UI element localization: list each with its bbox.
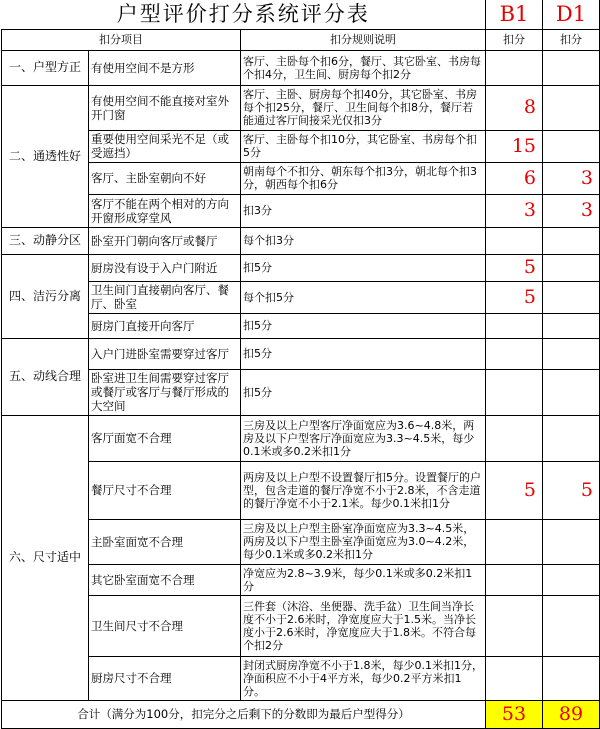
rule-text: 客厅、主卧每个扣6分，餐厅、其它卧室、书房每个扣4分，卫生间、厨房每个扣2分 <box>241 50 486 85</box>
score-table <box>1 0 600 729</box>
rule-text: 每个扣3分 <box>241 227 486 254</box>
score-d1 <box>543 254 600 281</box>
score-d1: 5 <box>543 461 600 519</box>
rule-text: 客厅、主卧、厨房每个扣40分，其它卧室、书房每个扣25分，餐厅、卫生间每个扣8分，餐厅若能通过客厅间接采光仅扣3分 <box>241 85 486 130</box>
total-label: 合计（满分为100分，扣完分之后剩下的分数即为最后户型得分） <box>2 700 486 728</box>
category-ventilation: 二、通透性好 <box>2 85 89 227</box>
rule-text: 扣5分 <box>241 369 486 415</box>
item-label: 卫生间尺寸不合理 <box>89 595 241 656</box>
item-label: 卫生间门直接朝向客厅、餐厅、卧室 <box>89 281 241 313</box>
item-label: 客厅面宽不合理 <box>89 415 241 461</box>
score-d1 <box>543 281 600 313</box>
rule-text: 扣3分 <box>241 194 486 227</box>
deduct-header-b1: 扣分 <box>486 29 543 50</box>
rule-text: 净宽应为2.8~3.9米，每少0.1米或多0.2米扣1分 <box>241 564 486 595</box>
rule-text: 朝南每个不扣分、朝东每个扣3分，朝北每个扣3分，朝西每个扣6分 <box>241 162 486 194</box>
category-zoning: 三、动静分区 <box>2 227 89 254</box>
rule-text: 扣5分 <box>241 254 486 281</box>
item-label: 有使用空间不是方形 <box>89 50 241 85</box>
category-clean-dirty: 四、洁污分离 <box>2 254 89 338</box>
score-d1 <box>543 130 600 162</box>
score-d1 <box>543 656 600 700</box>
score-d1 <box>543 369 600 415</box>
column-b1-label: B1 <box>486 0 543 29</box>
score-d1: 3 <box>543 162 600 194</box>
item-label: 入户门进卧室需要穿过客厅 <box>89 338 241 369</box>
rule-text: 每个扣5分 <box>241 281 486 313</box>
item-label: 厨房尺寸不合理 <box>89 656 241 700</box>
score-d1: 3 <box>543 194 600 227</box>
score-d1 <box>543 564 600 595</box>
score-b1 <box>486 415 543 461</box>
item-label: 客厅、主卧室朝向不好 <box>89 162 241 194</box>
score-b1: 5 <box>486 254 543 281</box>
item-label: 有使用空间不能直接对室外开门窗 <box>89 85 241 130</box>
rule-text: 三件套（沐浴、坐便器、洗手盆）卫生间当净长度不小于2.6米时，净宽度应大于1.5米。当净长度小于2.6米时，净宽度应大于1.8米。不符合每个扣2分 <box>241 595 486 656</box>
rule-text: 三房及以上户型主卧室净面宽应为3.3~4.5米，两房及以下户型主卧室净面宽应为3.0~4.2米，每少0.1米或多0.2米扣1分 <box>241 519 486 564</box>
score-b1: 3 <box>486 194 543 227</box>
total-score-b1: 53 <box>486 700 543 728</box>
score-b1: 8 <box>486 85 543 130</box>
score-b1 <box>486 656 543 700</box>
table-title: 户型评价打分系统评分表 <box>2 0 486 29</box>
score-d1 <box>543 338 600 369</box>
column-d1-label: D1 <box>543 0 600 29</box>
score-d1 <box>543 519 600 564</box>
score-d1 <box>543 595 600 656</box>
deduct-header-d1: 扣分 <box>543 29 600 50</box>
score-b1 <box>486 519 543 564</box>
score-b1 <box>486 369 543 415</box>
item-label: 厨房没有设于入户门附近 <box>89 254 241 281</box>
rule-text: 三房及以上户型客厅净面宽应为3.6~4.8米，两房及以下户型客厅净面宽应为3.3~4.5米，每少0.1米或多0.2米扣1分 <box>241 415 486 461</box>
item-label: 厨房门直接开向客厅 <box>89 313 241 338</box>
score-b1: 5 <box>486 281 543 313</box>
rule-text: 两房及以上户型不设置餐厅扣5分。设置餐厅的户型，包含走道的餐厅净宽不小于2.8米，不含走道的餐厅净宽不小于2.1米。每少0.1米扣1分 <box>241 461 486 519</box>
item-label: 重要使用空间采光不足（或受遮挡） <box>89 130 241 162</box>
item-label: 卧室进卫生间需要穿过客厅或餐厅或客厅与餐厅形成的大空间 <box>89 369 241 415</box>
item-label: 客厅不能在两个相对的方向开窗形成穿堂风 <box>89 194 241 227</box>
score-d1 <box>543 415 600 461</box>
rule-header: 扣分规则说明 <box>241 29 486 50</box>
category-dimensions: 六、尺寸适中 <box>2 415 89 700</box>
item-header: 扣分项目 <box>2 29 241 50</box>
score-b1 <box>486 227 543 254</box>
rule-text: 扣5分 <box>241 313 486 338</box>
total-score-d1: 89 <box>543 700 600 728</box>
category-circulation: 五、动线合理 <box>2 338 89 415</box>
score-b1 <box>486 313 543 338</box>
score-d1 <box>543 313 600 338</box>
score-b1: 6 <box>486 162 543 194</box>
item-label: 卧室开门朝向客厅或餐厅 <box>89 227 241 254</box>
score-b1 <box>486 595 543 656</box>
score-b1 <box>486 564 543 595</box>
score-d1 <box>543 50 600 85</box>
score-d1 <box>543 227 600 254</box>
category-square: 一、户型方正 <box>2 50 89 85</box>
rule-text: 扣5分 <box>241 338 486 369</box>
item-label: 主卧室面宽不合理 <box>89 519 241 564</box>
score-d1 <box>543 85 600 130</box>
item-label: 其它卧室面宽不合理 <box>89 564 241 595</box>
item-label: 餐厅尺寸不合理 <box>89 461 241 519</box>
score-b1 <box>486 338 543 369</box>
score-b1: 5 <box>486 461 543 519</box>
rule-text: 封闭式厨房净宽不小于1.8米，每少0.1米扣1分，净面积应不小于4平方米，每少0.2平方米扣1分。 <box>241 656 486 700</box>
score-b1: 15 <box>486 130 543 162</box>
score-b1 <box>486 50 543 85</box>
rule-text: 客厅、主卧每个扣10分，其它卧室、书房每个扣5分 <box>241 130 486 162</box>
